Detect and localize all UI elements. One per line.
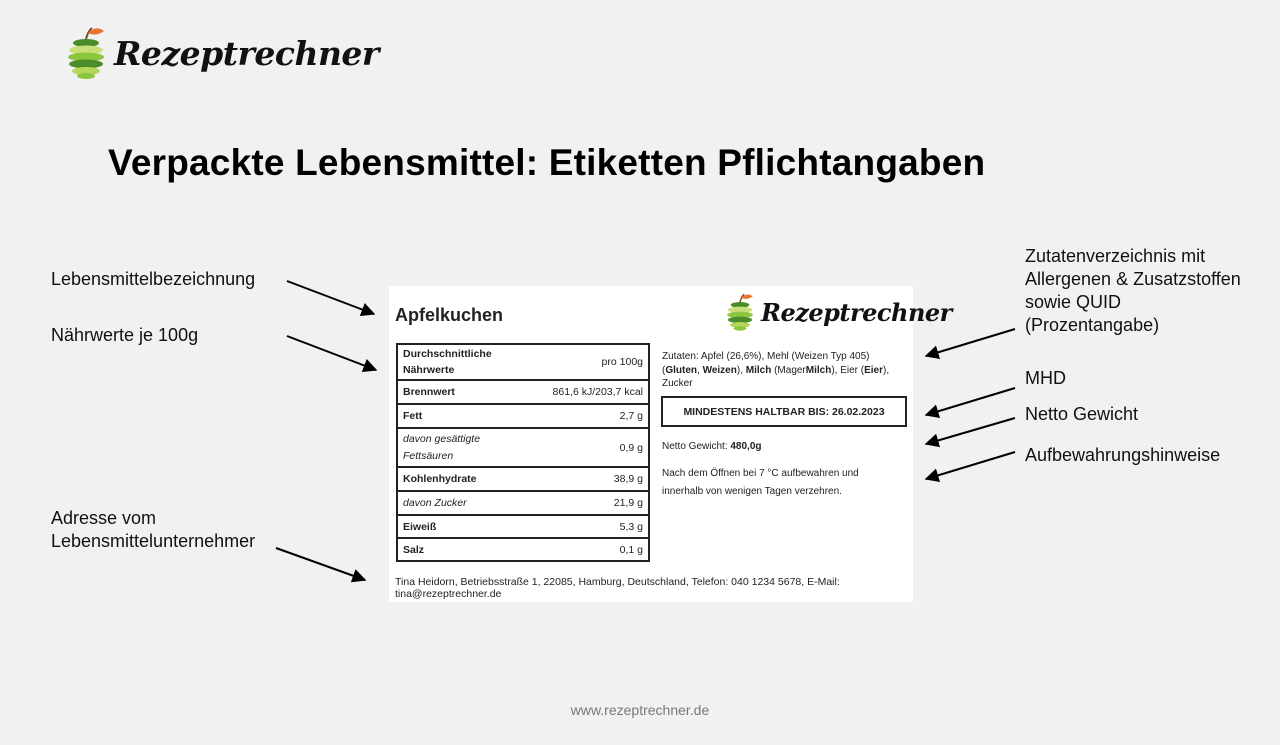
allergen-milch: Milch	[745, 364, 772, 376]
arrow-icon	[926, 418, 1015, 444]
row-name: Kohlenhydrate	[397, 467, 522, 491]
callout-ingredients	[1025, 245, 1241, 337]
callout-ingredients-line1: Zutatenverzeichnis mit	[1025, 246, 1206, 266]
callout-ingredients-line3: sowie QUID	[1025, 292, 1122, 312]
product-name: Apfelkuchen	[395, 305, 504, 325]
callout-net-weight: Netto Gewicht	[1025, 404, 1139, 424]
allergen-milch: Milch	[805, 364, 832, 376]
net-weight	[662, 441, 762, 452]
footer-url[interactable]: www.rezeptrechner.de	[570, 702, 710, 718]
allergen-weizen: Weizen	[702, 364, 737, 376]
ingredients-text: ), Zucker	[662, 364, 890, 389]
label-brand-name: Rezeptrechner	[761, 297, 952, 327]
ingredients-list	[662, 350, 910, 391]
callout-storage: Aufbewahrungshinweise	[1025, 445, 1221, 465]
brand-name: Rezeptrechner	[114, 33, 379, 73]
food-label	[389, 286, 952, 602]
callout-ingredients-line2: Allergenen & Zusatzstoffen	[1025, 269, 1241, 289]
callout-mhd: MHD	[1025, 368, 1066, 388]
arrow-icon	[287, 336, 376, 370]
table-row	[397, 515, 649, 538]
storage-instructions: Nach dem Öffnen bei 7 °C aufbewahren und innerhalb von wenigen Tagen verzehren.	[662, 468, 859, 497]
table-row	[397, 467, 649, 491]
row-name: Salz	[397, 538, 522, 561]
callout-nutrition: Nährwerte je 100g	[51, 325, 199, 345]
row-value: 5,3 g	[522, 515, 649, 538]
apple-logo-icon	[66, 25, 106, 81]
allergen-eier: Eier	[864, 364, 884, 376]
row-name-line1: davon gesättigte	[403, 432, 481, 445]
table-row	[397, 538, 649, 561]
table-header-unit: pro 100g	[522, 344, 649, 380]
net-weight-value: 480,0g	[730, 441, 762, 452]
callout-address-line2: Lebensmittelunternehmer	[51, 531, 256, 551]
row-value: 21,9 g	[522, 491, 649, 515]
label-brand-logo	[725, 292, 952, 332]
table-header-label	[397, 344, 522, 380]
table-row	[397, 380, 649, 404]
table-row	[397, 404, 649, 428]
ingredients-text: (Mager	[771, 364, 806, 376]
arrow-icon	[926, 388, 1015, 415]
apple-logo-icon	[725, 292, 755, 332]
row-value: 2,7 g	[522, 404, 649, 428]
row-name: Eiweiß	[397, 515, 522, 538]
callout-address-line1: Adresse vom	[51, 508, 157, 528]
row-name: davon Zucker	[397, 491, 522, 515]
header-line2: Nährwerte	[403, 364, 455, 376]
ingredients-text: ,	[697, 364, 703, 376]
row-value: 38,9 g	[522, 467, 649, 491]
row-name	[397, 428, 522, 467]
brand-logo	[66, 25, 379, 81]
nutrition-table	[396, 343, 650, 562]
arrow-icon	[287, 281, 374, 314]
arrow-icon	[276, 548, 365, 580]
ingredients-text: ), Eier (	[831, 364, 865, 376]
mhd-box: MINDESTENS HALTBAR BIS: 26.02.2023	[661, 396, 907, 427]
row-value: 0,1 g	[522, 538, 649, 561]
callout-name: Lebensmittelbezeichnung	[51, 269, 256, 289]
row-value: 861,6 kJ/203,7 kcal	[522, 380, 649, 404]
row-name: Brennwert	[397, 380, 522, 404]
ingredients-text: ),	[736, 364, 746, 376]
arrow-icon	[926, 329, 1015, 356]
row-value: 0,9 g	[522, 428, 649, 467]
row-name-line2: Fettsäuren	[403, 449, 454, 462]
arrow-icon	[926, 452, 1015, 479]
callout-address	[51, 507, 255, 553]
net-weight-label: Netto Gewicht:	[662, 441, 731, 452]
table-row	[397, 428, 649, 467]
header-line1: Durchschnittliche	[403, 348, 492, 360]
business-address: Tina Heidorn, Betriebsstraße 1, 22085, Hamburg, Deutschland, Telefon: 040 1234 5678, E-Mail: tina@rezeptrechner.de	[395, 576, 840, 600]
allergen-gluten: Gluten	[665, 364, 698, 376]
table-header-row	[397, 344, 649, 380]
callout-ingredients-line4: (Prozentangabe)	[1025, 315, 1160, 335]
row-name: Fett	[397, 404, 522, 428]
table-row	[397, 491, 649, 515]
ingredients-text: Zutaten: Apfel (26,6%), Mehl (Weizen Typ 405) (	[662, 351, 870, 376]
page-title: Verpackte Lebensmittel: Etiketten Pflichtangaben	[108, 142, 986, 183]
